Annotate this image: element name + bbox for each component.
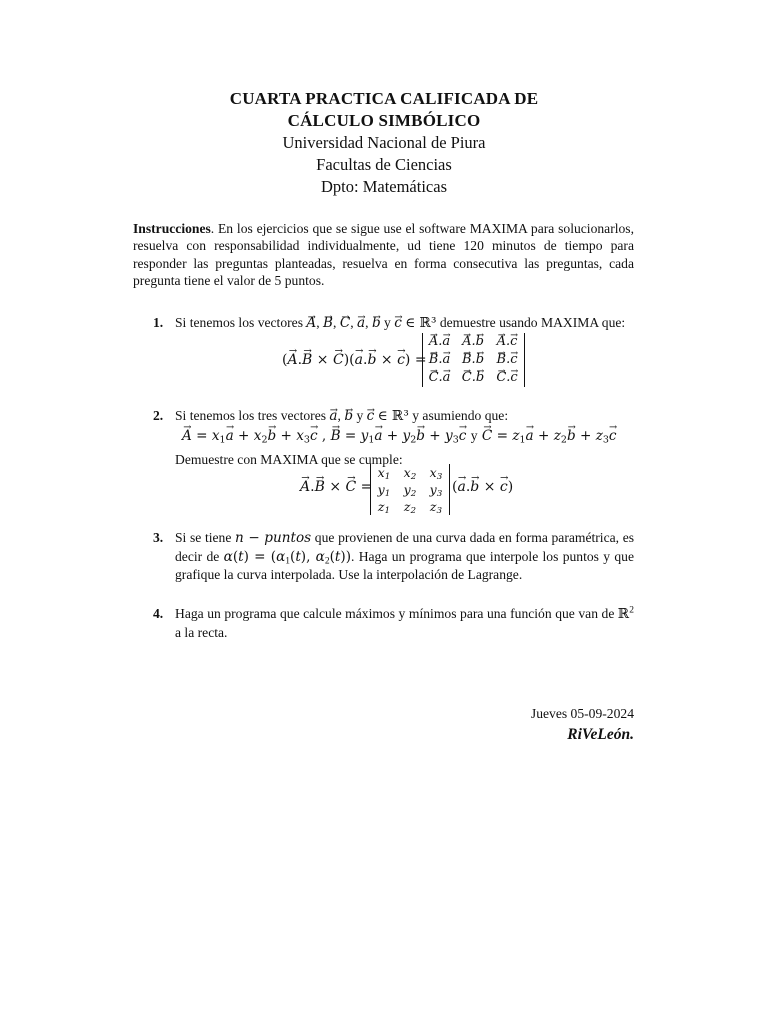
document-header <box>0 88 768 198</box>
question-2-tail: y asumiendo que: <box>412 408 509 423</box>
and-word: y <box>384 315 391 330</box>
instructions-text: . En los ejercicios que se sigue use el software MAXIMA para solucionarlos, resuelva con responsabilidad individualmente, ud tiene 120 minutos de tiempo para responder las preguntas planteadas, resuelva en forma consecutiva las preguntas, cada pregunta tiene el valor de 5 puntos. <box>133 221 634 289</box>
parametric-curve-math: $\alpha(t) = (\alpha_1(t)$, $\alpha_2(t)$) <box>223 548 351 566</box>
coefficient-determinant-math: $x_1$ $x_2$ $x_3$ $y_1$ $y_2$ $y_3$ $z_1$ $z_2$ $z_3$ <box>370 464 450 515</box>
vector-c-membership-math: → c ∈ ℝ³ <box>394 315 436 330</box>
triple-product-lhs-math: → A.→ B × → C = <box>300 479 372 495</box>
question-1-tail: demuestre usando MAXIMA que: <box>439 315 626 330</box>
identity-lhs-math: (→ A.→ B × → C)(→ a.→ b × → c) = <box>282 352 427 368</box>
question-3-text-c: . Haga un programa que interpole los puntos y que grafique la curva interpolada. Use la interpolación de Lagrange. <box>175 548 634 582</box>
department-name: Dpto: Matemáticas <box>320 177 447 196</box>
n-points-math: n − puntos <box>235 530 312 546</box>
instructions-label: Instrucciones <box>133 221 211 236</box>
question-number: 1. <box>153 315 164 330</box>
university-name: Universidad Nacional de Piura <box>282 133 486 152</box>
question-4-statement <box>175 605 634 641</box>
instructions-paragraph <box>133 220 634 290</box>
and-word: y <box>470 428 478 443</box>
linear-combinations-math: → $A = x_1\to a + x_2\to b + x_3\to c$ , → $B = y_1\to a + y_2\to b + y_3\to c$ $y \to C = z_1\to a + z_2\to b + z_3\to c$ <box>182 428 617 444</box>
and-word: y <box>356 408 364 423</box>
faculty-name: Facultas de Ciencias <box>316 155 452 174</box>
exam-date: Jueves 05-09-2024 <box>530 706 634 721</box>
question-4-text-a: Haga un programa que calcule máximos y mínimos para una función que van de <box>175 606 615 621</box>
question-2-intro: Si tenemos los tres vectores <box>175 408 327 423</box>
triple-product-rhs-math: (→ a.→ b × → c) <box>452 479 513 495</box>
question-3-text-a: Si se tiene <box>175 530 232 545</box>
title-line-1: CUARTA PRACTICA CALIFICADA DE <box>229 89 539 108</box>
title-line-2: CÁLCULO SIMBÓLICO <box>287 111 481 130</box>
question-1-intro: Si tenemos los vectores <box>175 315 303 330</box>
vector-c-membership-math: → c ∈ ℝ³ <box>367 408 409 423</box>
question-3-statement <box>175 529 634 584</box>
vector-list-math: → A, → B, → C, → a, → b <box>306 315 380 330</box>
question-2-proof-text: Demuestre con MAXIMA que se cumple: <box>175 452 403 467</box>
question-4-text-b: a la recta. <box>175 624 228 640</box>
author-signature: RiVeLeón. <box>567 726 634 743</box>
gram-determinant-math: → A.→ a → A.→ b → A.→ c → B.→ a → B.→ b → B.→ c → C.→ a → C.→ b → C.→ c <box>422 333 525 387</box>
question-1-statement <box>175 314 634 333</box>
r2-space-math: ℝ$^2$ <box>617 605 634 622</box>
question-number: 2. <box>153 408 164 423</box>
question-number: 4. <box>153 606 164 621</box>
question-2-statement <box>175 407 634 426</box>
question-3-text-b: que provienen de una curva dada en forma paramétrica, es decir de <box>175 530 635 564</box>
vector-list-math: → a, → b <box>329 408 353 423</box>
question-number: 3. <box>153 530 164 545</box>
